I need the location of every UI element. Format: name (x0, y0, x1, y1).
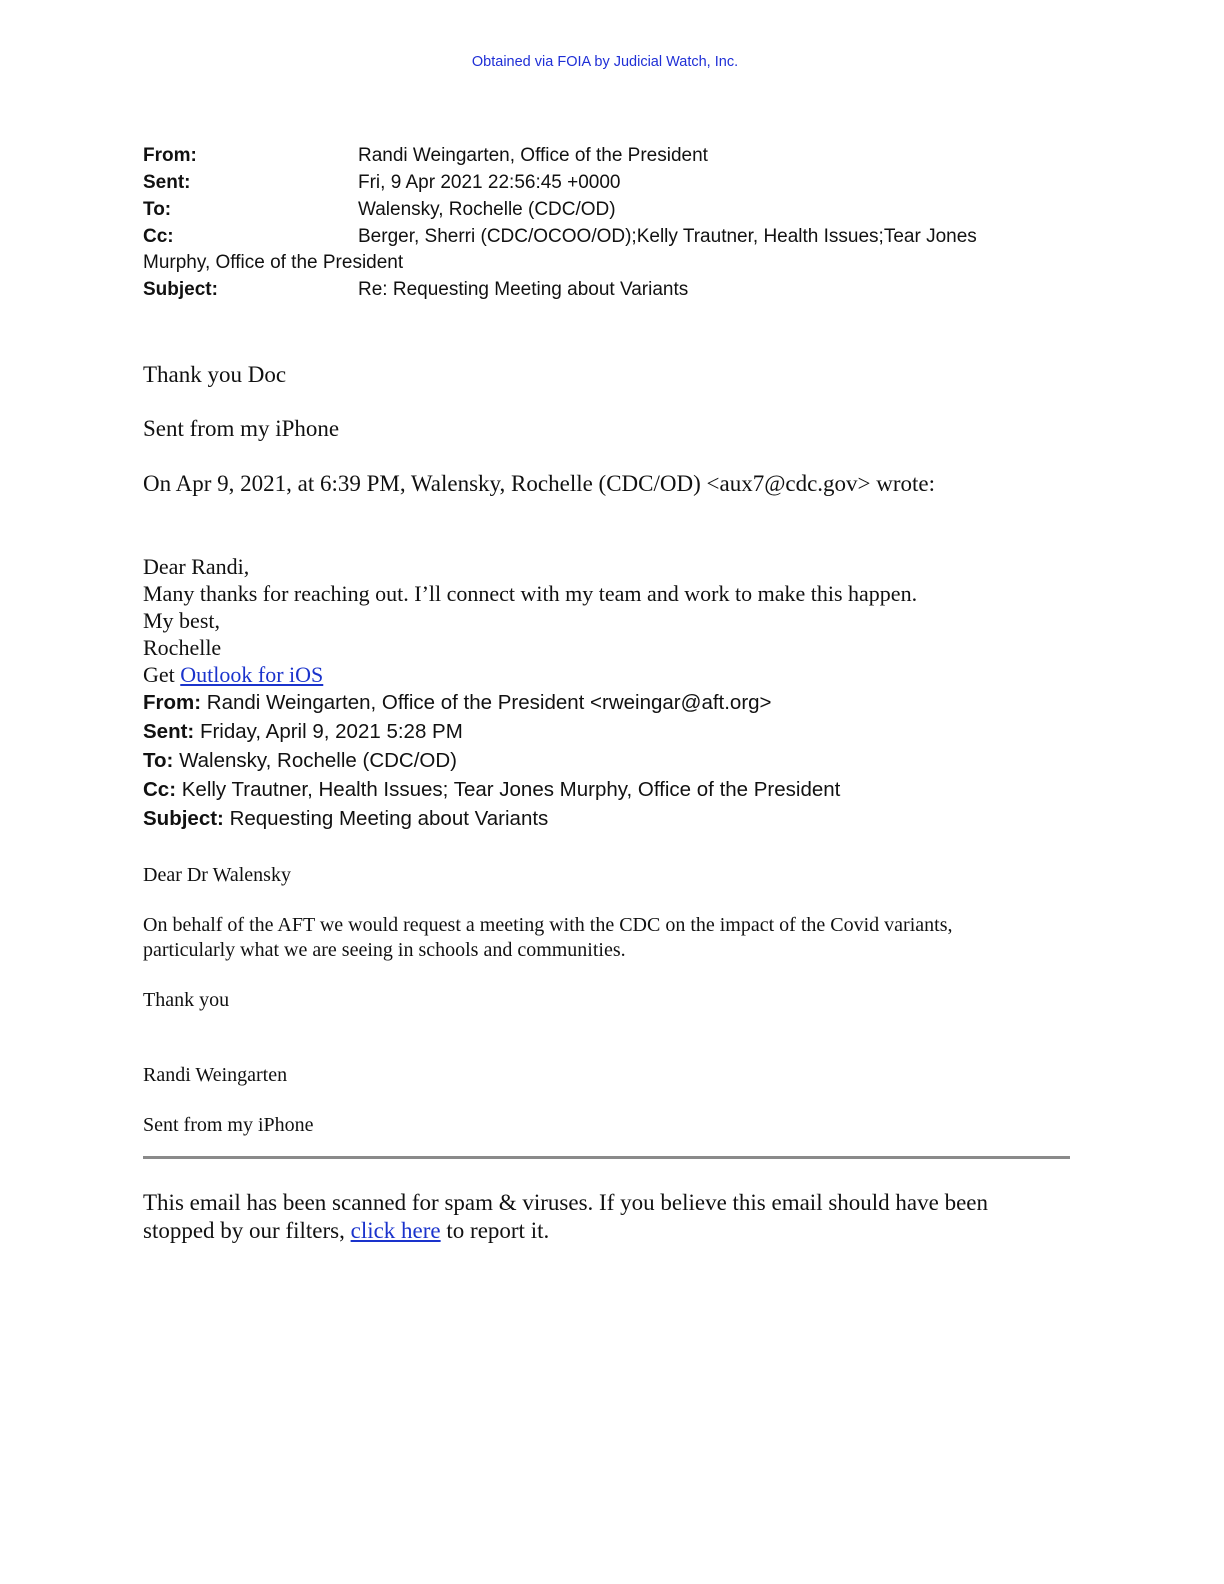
quoted-to-label: To: (143, 749, 174, 772)
quoted-sent-value: Friday, April 9, 2021 5:28 PM (199, 720, 463, 743)
foia-stamp: Obtained via FOIA by Judicial Watch, Inc. (471, 54, 739, 70)
quoted-from-label: From: (143, 691, 202, 714)
header-sent-value: Fri, 9 Apr 2021 22:56:45 +0000 (358, 172, 621, 193)
walensky-closing: My best, (143, 608, 220, 633)
reply-attribution: On Apr 9, 2021, at 6:39 PM, Walensky, Rochelle (CDC/OD) <aux7@cdc.gov> wrote: (143, 471, 936, 496)
get-prefix: Get (143, 662, 181, 687)
quoted-to-value: Walensky, Rochelle (CDC/OD) (179, 749, 458, 772)
footer-line1: This email has been scanned for spam & viruses. If you believe this email should have been (143, 1190, 989, 1215)
click-here-link[interactable]: click here (350, 1218, 441, 1243)
footer-divider (143, 1156, 1070, 1159)
quoted-sent-label: Sent: (143, 720, 195, 743)
header-cc-value: Berger, Sherri (CDC/OCOO/OD);Kelly Trautner, Health Issues;Tear Jones (358, 226, 977, 247)
header-cc-label: Cc: (143, 226, 174, 247)
reply-text: Thank you Doc (143, 362, 287, 387)
quoted-from-value: Randi Weingarten, Office of the President <rweingar@aft.org> (206, 691, 772, 714)
original-greeting: Dear Dr Walensky (143, 864, 291, 886)
quoted-cc-value: Kelly Trautner, Health Issues; Tear Jones Murphy, Office of the President (181, 778, 841, 801)
walensky-body: Many thanks for reaching out. I’ll connect with my team and work to make this happen. (143, 581, 918, 606)
quoted-subject-label: Subject: (143, 807, 224, 830)
header-from-label: From: (143, 145, 197, 166)
quoted-subject (143, 807, 548, 831)
header-to-value: Walensky, Rochelle (CDC/OD) (358, 199, 616, 220)
quoted-subject-value: Requesting Meeting about Variants (229, 807, 549, 830)
walensky-get-outlook (143, 662, 323, 688)
original-body-line1: On behalf of the AFT we would request a meeting with the CDC on the impact of the Covid variants, (143, 914, 953, 936)
walensky-name: Rochelle (143, 635, 222, 660)
original-signature: Randi Weingarten (143, 1064, 288, 1086)
quoted-sent (143, 720, 463, 744)
original-thanks: Thank you (143, 989, 230, 1011)
reply-sent-from: Sent from my iPhone (143, 416, 340, 441)
quoted-cc (143, 778, 840, 802)
header-sent-label: Sent: (143, 172, 191, 193)
quoted-from (143, 691, 772, 715)
original-body-line2: particularly what we are seeing in schools and communities. (143, 939, 626, 961)
header-to-label: To: (143, 199, 172, 220)
header-subject-label: Subject: (143, 279, 218, 300)
outlook-for-ios-link[interactable]: Outlook for iOS (180, 662, 324, 687)
walensky-greeting: Dear Randi, (143, 554, 250, 579)
header-subject-value: Re: Requesting Meeting about Variants (358, 279, 689, 300)
original-sent-from: Sent from my iPhone (143, 1114, 314, 1136)
quoted-to (143, 749, 457, 773)
footer-line2 (143, 1218, 549, 1244)
footer-prefix: stopped by our filters, (143, 1218, 351, 1243)
quoted-cc-label: Cc: (143, 778, 177, 801)
header-from-value: Randi Weingarten, Office of the President (358, 145, 708, 166)
footer-suffix: to report it. (440, 1218, 550, 1243)
header-cc-continuation: Murphy, Office of the President (143, 252, 404, 273)
